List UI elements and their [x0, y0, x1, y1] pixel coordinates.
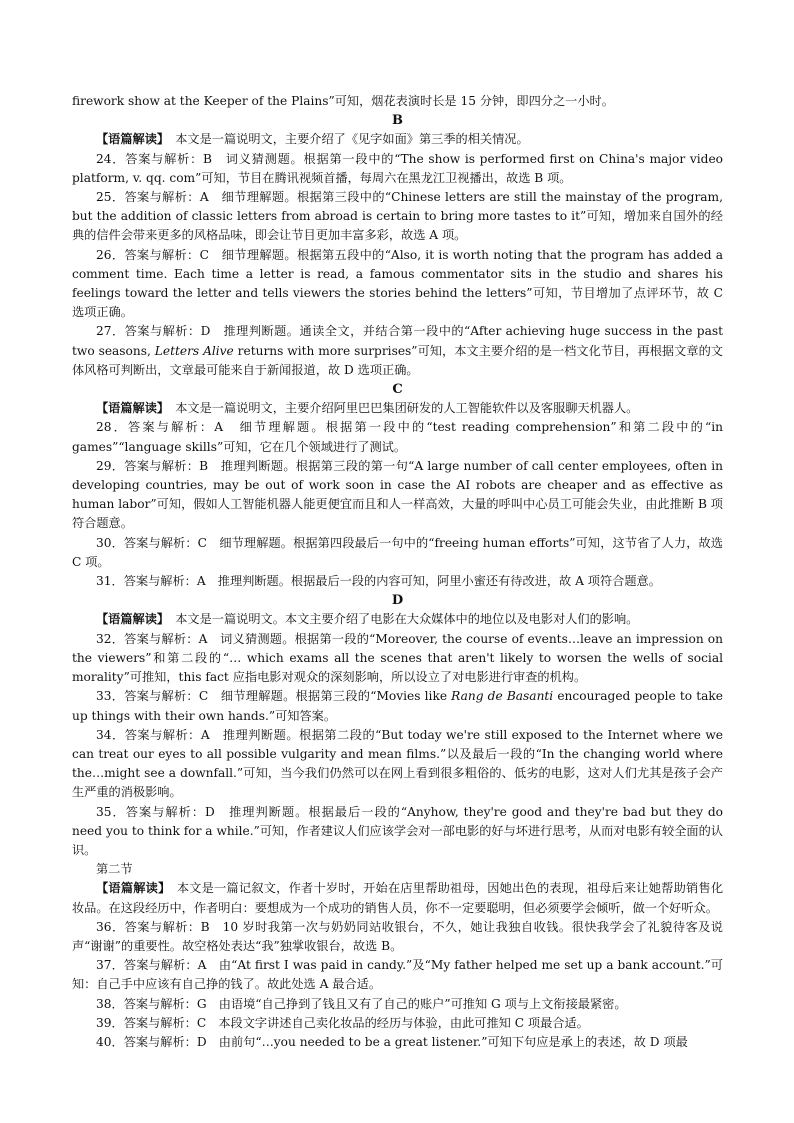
section-heading-b: B — [392, 113, 403, 129]
section-heading-part2: 第二节 — [96, 862, 133, 877]
summary-text: 本文是一篇说明文，主要介绍了《见字如面》第三季的相关情况。 — [163, 132, 529, 147]
answer-34: 34．答案与解析：A 推理判断题。根据第二段的“But today we're still exposed to the Internet where we can treat our eyes to all possible vulgarity and mean films.”以及最后一段的“In the changing world where the…might see a downfall.”可知，当今我们仍然可以在网上看到很多粗俗的、低劣的电影，这对人们尤其是孩子会产生严重的消极影响。 — [72, 727, 723, 800]
answer-page — [72, 92, 723, 1052]
answer-30: 30．答案与解析：C 细节理解题。根据第四段最后一句中的“freeing human efforts”可知，这节省了人力，故选 C 项。 — [72, 535, 723, 569]
answer-36: 36．答案与解析：B 10 岁时我第一次与奶奶同站收银台，不久，她让我独自收钱。很快我学会了礼貌待客及说声“谢谢”的重要性。故空格处表达“我”独掌收银台，故选 B。 — [72, 919, 723, 953]
summary-text: 本文是一篇说明文，主要介绍阿里巴巴集团研发的人工智能软件以及客服聊天机器人。 — [163, 401, 639, 416]
summary-text: 本文是一篇说明文。本文主要介绍了电影在大众媒体中的地位以及电影对人们的影响。 — [163, 612, 639, 627]
summary-label: 【语篇解读】 — [96, 881, 165, 896]
passage-summary — [72, 879, 723, 917]
passage-summary — [72, 130, 723, 149]
answer-33 — [72, 687, 723, 725]
answer-33-part2: encouraged people to take up things with their own hands.”可知答案。 — [72, 689, 723, 723]
answer-24: 24．答案与解析：B 词义猜测题。根据第一段中的“The show is performed first on China's major video platform, v. qq. com”可知，节目在腾讯视频首播，每周六在黑龙江卫视播出，故选 B 项。 — [72, 151, 723, 185]
answer-37: 37．答案与解析：A 由“At first I was paid in candy.”及“My father helped me set up a bank account.”可知：自己手中应该有自己挣的钱了。故此处选 A 最合适。 — [72, 958, 723, 992]
answer-29: 29．答案与解析：B 推理判断题。根据第三段的第一句“A large number of call center employees, often in developing countries, may be out of work soon in case the AI robots are cheaper and as effective as human labor”可知，假如人工智能机器人能更便宜而且和人一样高效，大量的呼叫中心员工可能会失业，由此推断 B 项符合题意。 — [72, 458, 723, 531]
answer-31: 31．答案与解析：A 推理判断题。根据最后一段的内容可知，阿里小蜜还有待改进，故 A 项符合题意。 — [96, 574, 661, 589]
answer-25: 25．答案与解析：A 细节理解题。根据第三段中的“Chinese letters are still the mainstay of the program, but the addition of classic letters from abroad is certain to bring more tastes to it”可知，增加来自国外的经典的信件会带来更多的风格品味，即会让节目更加丰富多彩，故选 A 项。 — [72, 190, 723, 243]
answer-27-part1: 27．答案与解析：D 推理判断题。通读全文，并结合第一段中的“After achieving huge success in the past two seasons, — [72, 324, 723, 358]
summary-label: 【语篇解读】 — [96, 132, 164, 147]
passage-summary — [72, 399, 723, 418]
answer-39: 39．答案与解析：C 本段文字讲述自己卖化妆品的经历与体验，由此可推知 C 项最合适。 — [96, 1015, 589, 1030]
answer-32: 32．答案与解析：A 词义猜测题。根据第一段的“Moreover, the course of events…leave an impression on the viewers”和第二段的“… which exams all the scenes that aren't likely to worsen the wells of social morality”可推知，this fact 应指电影对观众的深刻影响，所以设立了对电影进行审查的机构。 — [72, 631, 723, 685]
answer-35: 35．答案与解析：D 推理判断题。根据最后一段的“Anyhow, they're good and they're bad but they do need you to think for a while.”可知，作者建议人们应该学会对一部电影的好与坏进行思考，从而对电影有较全面的认识。 — [72, 804, 723, 857]
answer-40: 40．答案与解析：D 由前句“…you needed to be a great listener.”可知下句应是承上的表述，故 D 项最 — [96, 1034, 688, 1049]
answer-27 — [72, 322, 723, 380]
answer-38: 38．答案与解析：G 由语境“自己挣到了钱且又有了自己的账户”可推知 G 项与上文衔接最紧密。 — [96, 996, 627, 1011]
summary-text: 本文是一篇记叙文，作者十岁时，开始在店里帮助祖母，因她出色的表现，祖母后来让她帮助销售化妆品。在这段经历中，作者明白：要想成为一个成功的销售人员，你不一定要聪明，但必须要学会倾听，做一个好听众。 — [72, 881, 724, 915]
section-heading-c: C — [392, 382, 403, 398]
answer-27-part2: returns with more surprises”可知，本文主要介绍的是一档文化节目，再根据文章的文体风格可判断出，文章最可能来自于新闻报道，故 D 选项正确。 — [72, 343, 723, 377]
answer-line: firework show at the Keeper of the Plains”可知，烟花表演时长是 15 分钟，即四分之一小时。 — [72, 94, 614, 108]
answer-33-italic: Rang de Basanti — [451, 689, 554, 704]
passage-summary — [72, 610, 723, 629]
summary-label: 【语篇解读】 — [96, 612, 164, 627]
answer-26: 26．答案与解析：C 细节理解题。根据第五段中的“Also, it is worth noting that the program has added a comment time. Each time a letter is read, a famous commentator sits in the studio and shares his feelings toward the letter and tells viewers the stories behind the letters”可知，节目增加了点评环节，故 C 选项正确。 — [72, 247, 723, 320]
answer-28: 28．答案与解析：A 细节理解题。根据第一段中的“test reading comprehension”和第二段中的“in games”“language skills”可知，它在几个领域进行了测试。 — [72, 420, 723, 454]
section-heading-d: D — [391, 593, 404, 609]
answer-33-part1: 33．答案与解析：C 细节理解题。根据第三段的“Movies like — [96, 689, 452, 704]
answer-27-italic: Letters Alive — [154, 343, 234, 358]
summary-label: 【语篇解读】 — [96, 401, 164, 416]
